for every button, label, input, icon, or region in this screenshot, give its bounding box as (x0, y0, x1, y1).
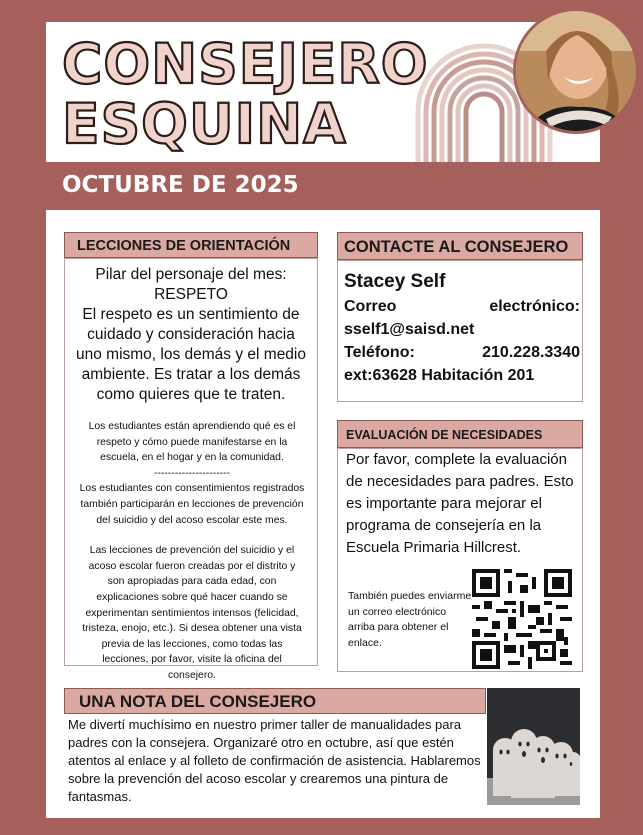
ghost-painting-icon (487, 688, 580, 805)
pillar-line-1: Pilar del personaje del mes: (95, 266, 287, 283)
pillar-line-2: RESPETO (154, 286, 228, 303)
extension-room: ext:63628 Habitación 201 (344, 367, 535, 384)
note-body: Me divertí muchísimo en nuestro primer taller de manualidades para padres con la consejera. Organizaré otro en octubre, así que estén atentos al enlace y al folleto de confirmación de asistencia. Hablaremos sobre la prevención del acoso escolar y crearemos una pintura de fantasmas. (68, 717, 481, 804)
month-subtitle: OCTUBRE DE 2025 (62, 172, 299, 198)
title-line-1: CONSEJERO (62, 32, 429, 96)
respect-definition: El respeto es un sentimiento de cuidado y consideración hacia uno mismo, los demás y el medio ambiente. Es tratar a los demás como quieres que te traten. (75, 306, 306, 403)
counselor-photo-icon (516, 11, 636, 131)
needs-note: También puedes enviarme un correo electrónico arriba para obtener el enlace. (348, 590, 472, 649)
lessons-divider: ---------------------- (153, 467, 231, 479)
email-link[interactable]: sself1@saisd.net (344, 321, 475, 338)
phone-label: Teléfono: (344, 344, 415, 361)
contact-heading: CONTACTE AL CONSEJERO (337, 232, 583, 260)
lessons-heading: LECCIONES DE ORIENTACIÓN (64, 232, 318, 258)
counselor-name: Stacey Self (344, 271, 446, 292)
qr-code-icon[interactable] (472, 569, 572, 669)
page-title (62, 34, 428, 154)
contact-box (337, 260, 583, 402)
title-line-2: ESQUINA (62, 92, 347, 156)
lessons-box (64, 258, 318, 681)
email-label: Correo (344, 298, 397, 315)
lessons-paragraph-2: Los estudiantes con consentimientos registrados también participarán en lecciones de prevención del suicidio y del acoso escolar este mes. (79, 483, 305, 526)
email-label-2: electrónico: (489, 298, 580, 315)
needs-body: Por favor, complete la evaluación de necesidades para padres. Esto es importante para mejorar el programa de consejería en la Escuela Primaria Hillcrest. (346, 451, 574, 556)
lessons-paragraph-1: Los estudiantes están aprendiendo qué es el respeto y cómo puede manifestarse en la escuela, en el hogar y en la comunidad. (88, 421, 296, 464)
phone-number[interactable]: 210.228.3340 (482, 344, 580, 361)
needs-heading: EVALUACIÓN DE NECESIDADES (337, 420, 583, 448)
note-box (64, 714, 486, 804)
ghost-painting (487, 688, 580, 805)
counselor-photo (513, 8, 639, 134)
lessons-paragraph-3: Las lecciones de prevención del suicidio y el acoso escolar fueron creadas por el distrito y son apropiadas para cada edad, con explicaciones sobre qué hacer cuando se experimentan sentimientos intensos (felicidad, tristeza, enojo, etc.). Si desea obtener una vista previa de las lecciones, como todas las lecciones, por favor, visite la oficina del consejero. (82, 545, 302, 681)
note-heading: UNA NOTA DEL CONSEJERO (64, 688, 486, 714)
